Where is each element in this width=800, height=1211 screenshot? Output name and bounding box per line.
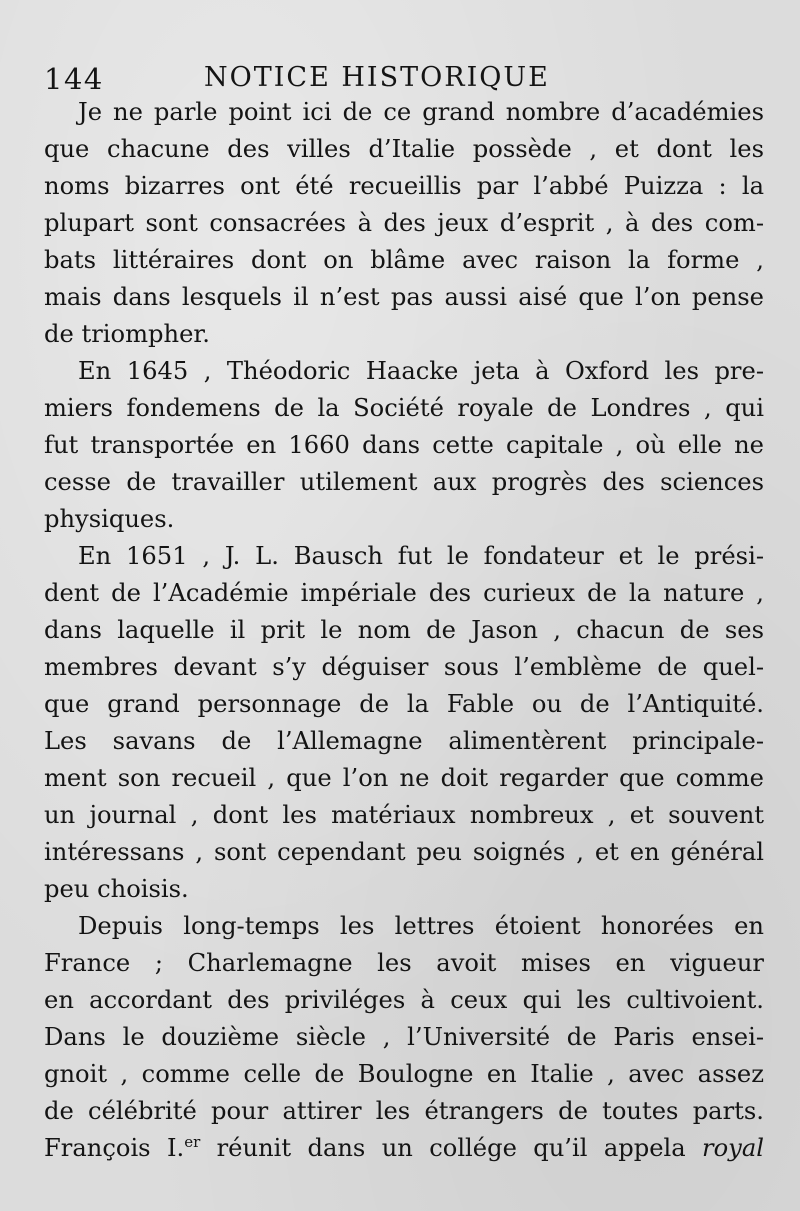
text-line: ment son recueil , que l’on ne doit regarder que comme	[44, 764, 764, 792]
italic-word: royal	[702, 1134, 764, 1162]
text-line: cesse de travailler utilement aux progrès des sciences	[44, 468, 764, 496]
text-line: membres devant s’y déguiser sous l’emblème de quel-	[44, 653, 764, 681]
text-line: que grand personnage de la Fable ou de l’Antiquité.	[44, 690, 764, 718]
text-line: un journal , dont les matériaux nombreux , et souvent	[44, 801, 764, 829]
text-line: dans laquelle il prit le nom de Jason , chacun de ses	[44, 616, 764, 644]
text-line: Dans le douzième siècle , l’Université de Paris ensei-	[44, 1023, 764, 1051]
text-line-last	[44, 1130, 764, 1167]
text-line: physiques.	[44, 505, 175, 533]
text-line: En 1651 , J. L. Bausch fut le fondateur et le prési-	[78, 542, 764, 570]
text-line: que chacune des villes d’Italie possède , et dont les	[44, 135, 764, 163]
text-line: mais dans lesquels il n’est pas aussi aisé que l’on pense	[44, 283, 764, 311]
text-line: gnoit , comme celle de Boulogne en Italie , avec assez	[44, 1060, 764, 1088]
text-line: Depuis long-temps les lettres étoient honorées en	[78, 912, 764, 940]
text-line: bats littéraires dont on blâme avec raison la forme ,	[44, 246, 764, 274]
page-number: 144	[44, 62, 104, 96]
text-line: en accordant des priviléges à ceux qui les cultivoient.	[44, 986, 764, 1014]
running-title: NOTICE HISTORIQUE	[204, 62, 550, 93]
text-line: Je ne parle point ici de ce grand nombre d’académies	[78, 98, 764, 126]
body-text	[44, 94, 764, 1167]
superscript: er	[184, 1133, 201, 1151]
text-line: de célébrité pour attirer les étrangers de toutes parts.	[44, 1097, 764, 1125]
running-head	[44, 58, 764, 98]
text-line: France ; Charlemagne les avoit mises en vigueur	[44, 949, 764, 977]
text-line: plupart sont consacrées à des jeux d’esprit , à des com-	[44, 209, 764, 237]
text-segment: réunit dans un collége qu’il appela	[200, 1134, 703, 1162]
text-line: noms bizarres ont été recueillis par l’abbé Puizza : la	[44, 172, 764, 200]
text-line: dent de l’Académie impériale des curieux de la nature ,	[44, 579, 764, 607]
text-line: peu choisis.	[44, 875, 189, 903]
text-line: de triompher.	[44, 320, 210, 348]
text-line: intéressans , sont cependant peu soignés , et en général	[44, 838, 764, 866]
book-page	[44, 58, 764, 1198]
text-segment: François I.	[44, 1134, 185, 1162]
text-line: En 1645 , Théodoric Haacke jeta à Oxford les pre-	[78, 357, 764, 385]
text-line: fut transportée en 1660 dans cette capitale , où elle ne	[44, 431, 764, 459]
text-line: Les savans de l’Allemagne alimentèrent principale-	[44, 727, 764, 755]
text-line: miers fondemens de la Société royale de Londres , qui	[44, 394, 764, 422]
